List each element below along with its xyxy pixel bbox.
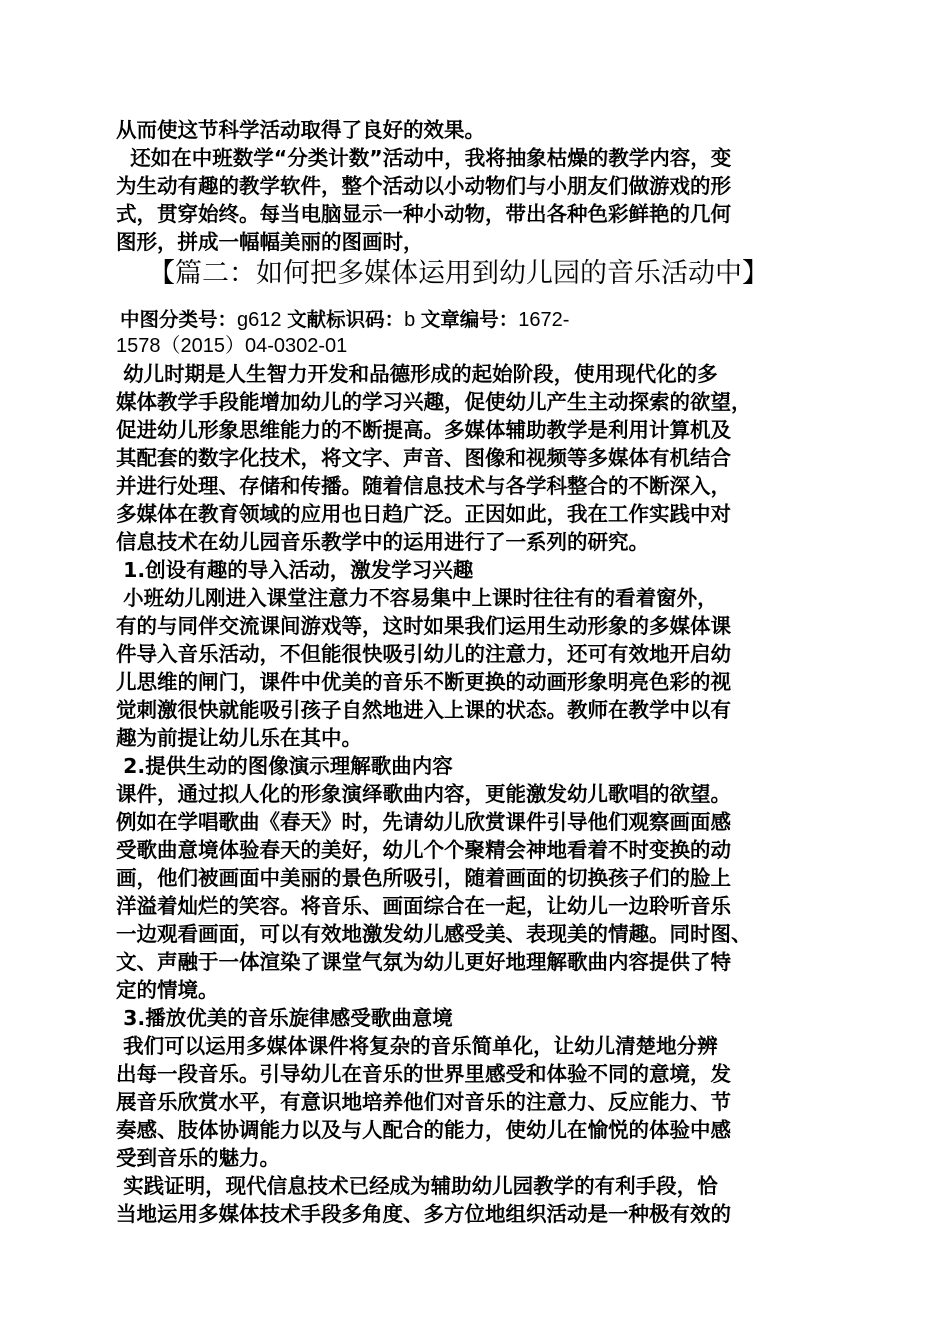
doc-code-label: 文献标识码：: [287, 308, 405, 331]
text-line: 文、声融于一体渲染了课堂气氛为幼儿更好地理解歌曲内容提供了特: [116, 950, 731, 974]
article-metadata: [116, 307, 570, 359]
text-line: 一边观看画面，可以有效地激发幼儿感受美、表现美的情趣。同时图、: [116, 922, 752, 946]
text-line: 受歌曲意境体验春天的美好，幼儿个个聚精会神地看着不时变换的动: [116, 838, 731, 862]
article-no-value: 1672-: [518, 309, 570, 331]
text-line: 定的情境。: [116, 978, 219, 1002]
metadata-line-2: [116, 333, 569, 359]
text-line: 式，贯穿始终。每当电脑显示一种小动物，带出各种色彩鲜艳的几何: [116, 202, 731, 226]
metadata-line-1: [120, 307, 569, 333]
subheading-3: 3.播放优美的音乐旋律感受歌曲意境: [116, 1006, 453, 1030]
text-line: 儿思维的闸门，课件中优美的音乐不断更换的动画形象明亮色彩的视: [116, 670, 731, 694]
clc-label: 中图分类号：: [120, 308, 238, 331]
text-line: 实践证明，现代信息技术已经成为辅助幼儿园教学的有利手段，恰: [116, 1174, 718, 1198]
clc-value: g612: [237, 309, 282, 331]
text-line: 信息技术在幼儿园音乐教学中的运用进行了一系列的研究。: [116, 530, 649, 554]
section-heading: 【篇二：如何把多媒体运用到幼儿园的音乐活动中】: [148, 258, 769, 289]
doc-code-value: b: [404, 309, 416, 331]
text-line: 我们可以运用多媒体课件将复杂的音乐简单化，让幼儿清楚地分辨: [116, 1034, 718, 1058]
text-line: 件导入音乐活动，不但能很快吸引幼儿的注意力，还可有效地开启幼: [116, 642, 731, 666]
body-text: [116, 360, 844, 1228]
text-line: 画，他们被画面中美丽的景色所吸引，随着画面的切换孩子们的脸上: [116, 866, 731, 890]
text-line: 出每一段音乐。引导幼儿在音乐的世界里感受和体验不同的意境，发: [116, 1062, 731, 1086]
text-line: 展音乐欣赏水平，有意识地培养他们对音乐的注意力、反应能力、节: [116, 1090, 731, 1114]
text-line: 图形，拼成一幅幅美丽的图画时，: [116, 230, 424, 254]
text-line: 小班幼儿刚进入课堂注意力不容易集中上课时往往有的看着窗外，: [116, 586, 718, 610]
text-line: 受到音乐的魅力。: [116, 1146, 280, 1170]
text-line: 媒体教学手段能增加幼儿的学习兴趣，促使幼儿产生主动探索的欲望，: [116, 390, 752, 414]
subheading-2: 2.提供生动的图像演示理解歌曲内容: [116, 754, 453, 778]
text-line: 洋溢着灿烂的笑容。将音乐、画面综合在一起，让幼儿一边聆听音乐: [116, 894, 731, 918]
text-line: 多媒体在教育领域的应用也日趋广泛。正因如此，我在工作实践中对: [116, 502, 731, 526]
text-line: 促进幼儿形象思维能力的不断提高。多媒体辅助教学是利用计算机及: [116, 418, 731, 442]
text-line: 例如在学唱歌曲《春天》时，先请幼儿欣赏课件引导他们观察画面感: [116, 810, 731, 834]
subheading-1: 1.创设有趣的导入活动，激发学习兴趣: [116, 558, 474, 582]
text-line: 有的与同伴交流课间游戏等，这时如果我们运用生动形象的多媒体课: [116, 614, 731, 638]
text-line: 幼儿时期是人生智力开发和品德形成的起始阶段，使用现代化的多: [116, 362, 718, 386]
text-line: 从而使这节科学活动取得了良好的效果。: [116, 118, 485, 142]
text-line: 趣为前提让幼儿乐在其中。: [116, 726, 362, 750]
article-no-value-continued: 1578（2015）04-0302-01: [116, 335, 348, 357]
text-line: 其配套的数字化技术，将文字、声音、图像和视频等多媒体有机结合: [116, 446, 731, 470]
text-line: 为生动有趣的教学软件，整个活动以小动物们与小朋友们做游戏的形: [116, 174, 731, 198]
text-line: 还如在中班数学“分类计数”活动中，我将抽象枯燥的教学内容，变: [116, 146, 732, 170]
text-line: 并进行处理、存储和传播。随着信息技术与各学科整合的不断深入，: [116, 474, 731, 498]
intro-paragraph: [116, 116, 844, 256]
text-line: 课件，通过拟人化的形象演绎歌曲内容，更能激发幼儿歌唱的欲望。: [116, 782, 731, 806]
article-no-label: 文章编号：: [420, 308, 519, 331]
text-line: 奏感、肢体协调能力以及与人配合的能力，使幼儿在愉悦的体验中感: [116, 1118, 731, 1142]
text-line: 觉刺激很快就能吸引孩子自然地进入上课的状态。教师在教学中以有: [116, 698, 731, 722]
text-line: 当地运用多媒体技术手段多角度、多方位地组织活动是一种极有效的: [116, 1202, 731, 1226]
